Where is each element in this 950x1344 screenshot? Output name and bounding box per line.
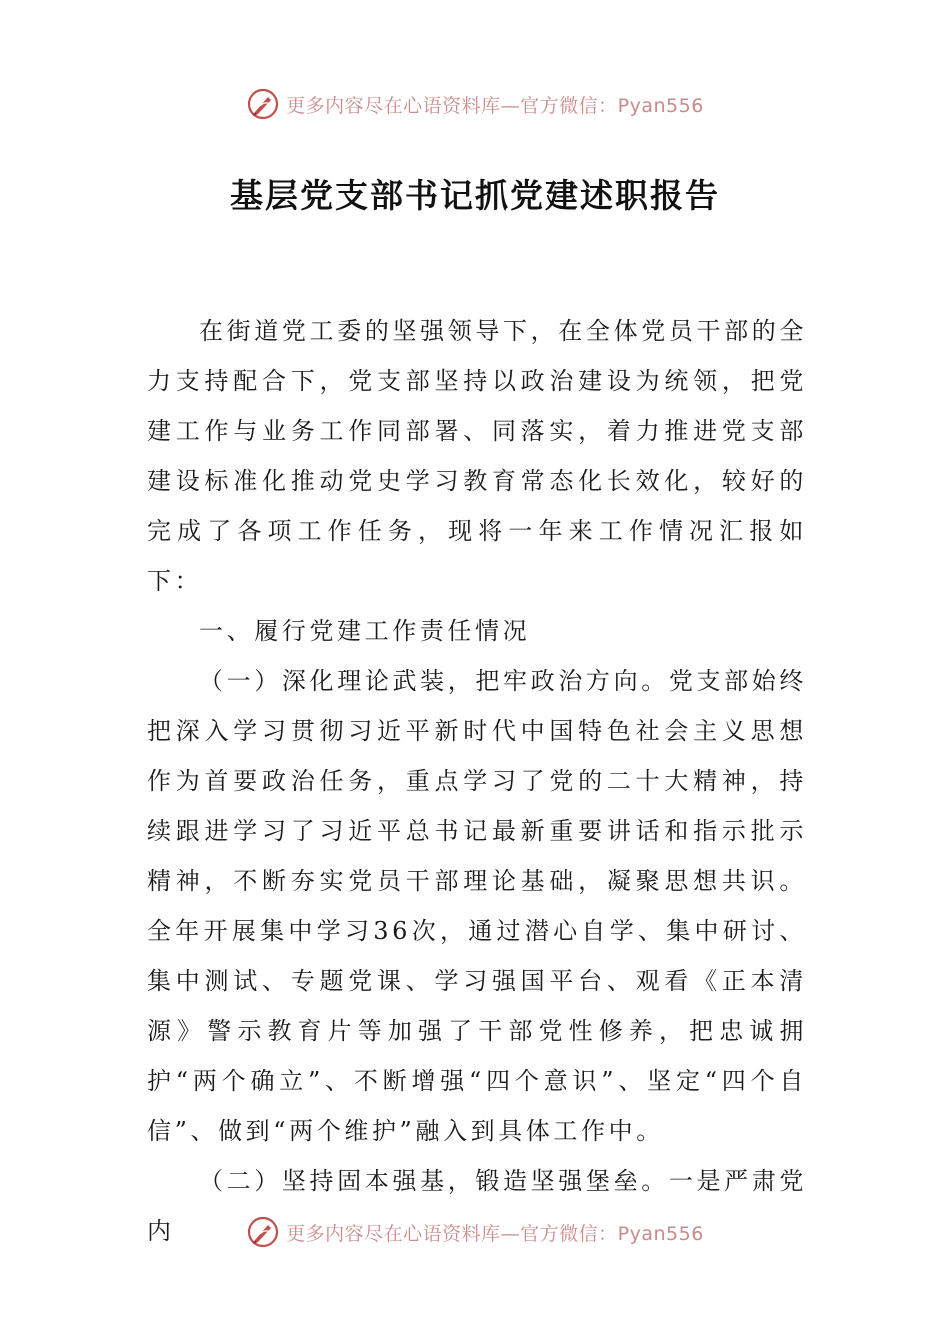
paragraph-intro: 在街道党工委的坚强领导下，在全体党员干部的全力支持配合下，党支部坚持以政治建设为统领，把党建工作与业务工作同部署、同落实，着力推进党支部建设标准化推动党史学习教育常态化长效化，较好的完成了各项工作任务，现将一年来工作情况汇报如下： [147,317,807,595]
watermark-text: 更多内容尽在心语资料库—官方微信：Pyan556 [286,94,704,117]
watermark-footer [0,1212,950,1252]
paragraph-section-1: （一）深化理论武装，把牢政治方向。党支部始终把深入学习贯彻习近平新时代中国特色社会主义思想作为首要政治任务，重点学习了党的二十大精神，持续跟进学习了习近平总书记最新重要讲话和指示批示精神，不断夯实党员干部理论基础，凝聚思想共识。全年开展集中学习36次，通过潜心自学、集中研讨、集中测试、专题党课、学习强国平台、观看《正本清源》警示教育片等加强了干部党性修养，把忠诚拥护“两个确立”、不断增强“四个意识”、坚定“四个自信”、做到“两个维护”融入到具体工作中。 [147,667,807,1145]
pen-logo-icon [246,1215,280,1249]
paragraph-section-2: （二）坚持固本强基，锻造坚强堡垒。一是严肃党内 [147,1167,807,1245]
pen-logo-icon [246,87,280,121]
section-heading: 一、履行党建工作责任情况 [199,617,531,645]
document-title: 基层党支部书记抓党建述职报告 [230,176,720,215]
watermark-text: 更多内容尽在心语资料库—官方微信：Pyan556 [286,1222,704,1245]
document-body [147,306,807,1256]
watermark-header [0,84,950,124]
